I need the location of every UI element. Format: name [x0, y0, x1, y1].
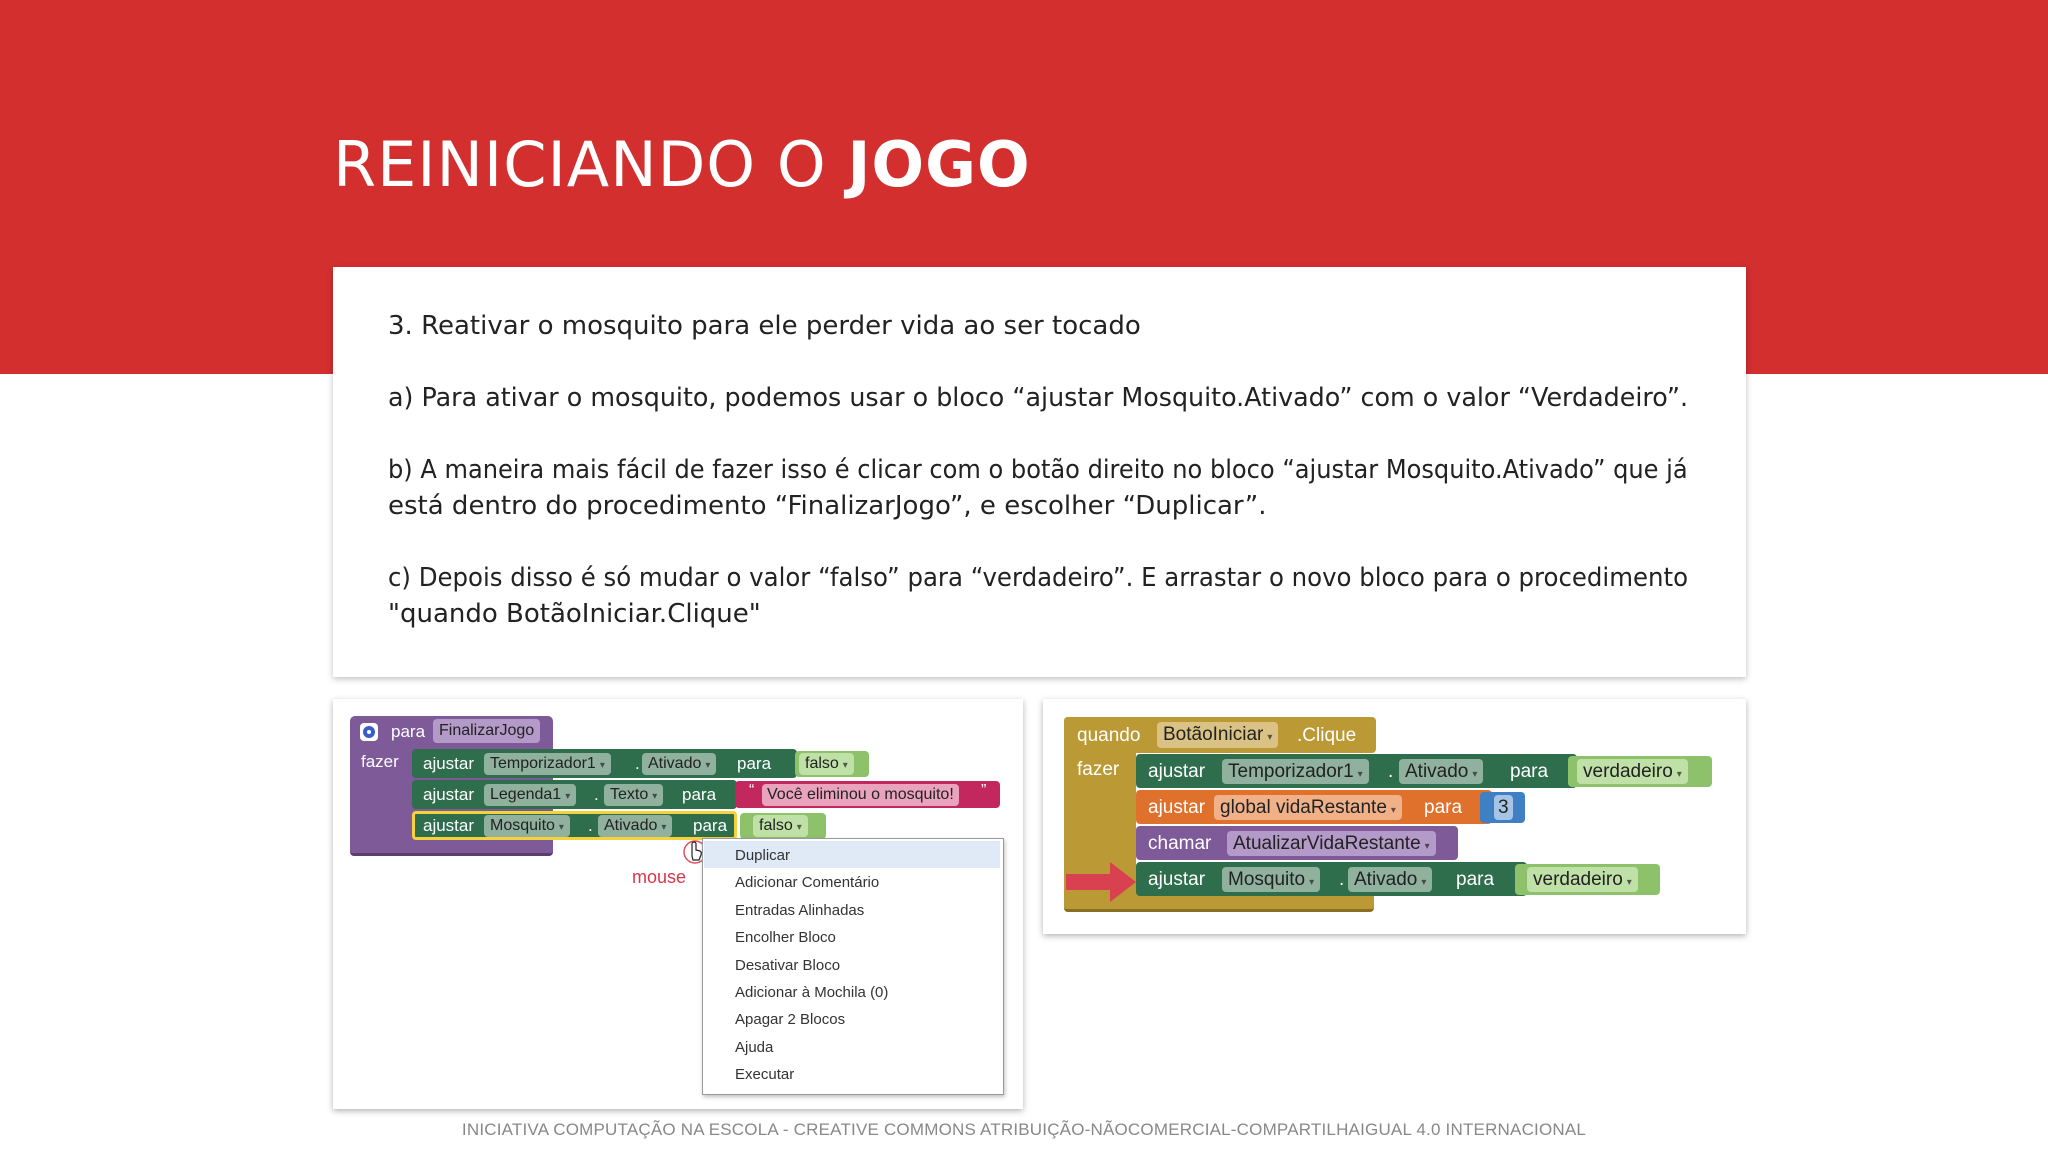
boolean-value: verdadeiro: [1533, 869, 1623, 890]
procedure-dropdown[interactable]: [1227, 831, 1436, 856]
proc-name-field[interactable]: FinalizarJogo: [433, 719, 540, 743]
proc-keyword: para: [391, 722, 426, 741]
mouse-label: mouse: [632, 867, 687, 887]
property-value: Ativado: [648, 755, 702, 772]
call-label: chamar: [1148, 833, 1212, 854]
gear-icon[interactable]: [360, 723, 378, 741]
chevron-down-icon: ▾: [1390, 805, 1396, 816]
proc-do-label: fazer: [361, 752, 399, 771]
chevron-down-icon: ▾: [1309, 877, 1315, 888]
chevron-down-icon: ▾: [565, 791, 571, 802]
menu-item-collapse-block[interactable]: Encolher Bloco: [735, 929, 836, 946]
dot-label: .: [594, 785, 599, 804]
component-dropdown[interactable]: [484, 815, 570, 837]
arrow-right-icon: [1066, 862, 1138, 902]
property-dropdown[interactable]: [598, 815, 672, 837]
instruction-step-3: 3. Reativar o mosquito para ele perder vida ao ser tocado: [388, 311, 1141, 341]
chevron-down-icon: ▾: [661, 822, 667, 833]
to-label: para: [1510, 761, 1549, 782]
boolean-dropdown[interactable]: [1577, 759, 1688, 784]
property-dropdown[interactable]: [604, 784, 663, 806]
menu-item-add-to-backpack[interactable]: Adicionar à Mochila (0): [735, 984, 889, 1001]
quote-close: ”: [981, 782, 987, 799]
to-label: para: [693, 816, 728, 835]
component-value: Temporizador1: [1228, 761, 1354, 782]
component-value: Temporizador1: [490, 755, 596, 772]
dot-label: .: [588, 816, 593, 835]
set-label: ajustar: [1148, 761, 1206, 782]
event-do-label: fazer: [1077, 759, 1120, 780]
boolean-dropdown[interactable]: [753, 815, 808, 837]
text-value-field[interactable]: Você eliminou o mosquito!: [762, 784, 959, 806]
set-label: ajustar: [423, 754, 475, 773]
instruction-b-line1: b) A maneira mais fácil de fazer isso é clicar com o botão direito no bloco “ajustar Mosquito.Ativado” que já: [388, 455, 1688, 485]
boolean-value: falso: [759, 817, 793, 834]
context-menu: [702, 838, 1004, 1095]
number-field[interactable]: 3: [1494, 795, 1513, 820]
menu-item-add-comment[interactable]: Adicionar Comentário: [735, 874, 880, 891]
procedure-value: AtualizarVidaRestante: [1233, 833, 1421, 854]
chevron-down-icon: ▾: [1357, 769, 1363, 780]
component-dropdown[interactable]: [484, 753, 611, 775]
property-value: Ativado: [1354, 869, 1418, 890]
event-component-value: BotãoIniciar: [1163, 724, 1264, 745]
boolean-value: verdadeiro: [1583, 761, 1673, 782]
dot-label: .: [1339, 869, 1345, 890]
event-component-dropdown[interactable]: [1157, 722, 1278, 748]
boolean-dropdown[interactable]: [1527, 867, 1638, 892]
component-dropdown[interactable]: [484, 784, 576, 806]
menu-item-duplicate[interactable]: Duplicar: [735, 847, 791, 864]
menu-item-disable-block[interactable]: Desativar Bloco: [735, 957, 841, 974]
quote-open: “: [749, 782, 755, 799]
property-value: Ativado: [604, 817, 658, 834]
instruction-a: a) Para ativar o mosquito, podemos usar o bloco “ajustar Mosquito.Ativado” com o valor “Verdadeiro”.: [388, 383, 1689, 413]
set-label: ajustar: [1148, 797, 1206, 818]
slide-title: [333, 128, 1031, 201]
chevron-down-icon: ▾: [1472, 769, 1478, 780]
menu-item-execute[interactable]: Executar: [735, 1066, 795, 1083]
property-value: Texto: [610, 786, 649, 803]
chevron-down-icon: ▾: [1267, 732, 1273, 743]
variable-value: global vidaRestante: [1220, 797, 1387, 818]
boolean-value: falso: [805, 755, 839, 772]
to-label: para: [737, 754, 772, 773]
property-dropdown[interactable]: [1348, 867, 1432, 892]
boolean-dropdown[interactable]: [799, 753, 854, 775]
chevron-down-icon: ▾: [796, 822, 802, 833]
instruction-c-line1: c) Depois disso é só mudar o valor “falso” para “verdadeiro”. E arrastar o novo bloco para o procedimento: [388, 563, 1689, 593]
component-value: Mosquito: [1228, 869, 1306, 890]
chevron-down-icon: ▾: [705, 760, 711, 771]
chevron-down-icon: ▾: [1424, 841, 1430, 852]
property-dropdown[interactable]: [1399, 759, 1483, 784]
property-dropdown[interactable]: [642, 753, 716, 775]
to-label: para: [682, 785, 717, 804]
title-bold: JOGO: [847, 128, 1031, 201]
menu-item-inline-inputs[interactable]: Entradas Alinhadas: [735, 902, 865, 919]
chevron-down-icon: ▾: [1421, 877, 1427, 888]
menu-item-help[interactable]: Ajuda: [735, 1039, 774, 1056]
chevron-down-icon: ▾: [1676, 769, 1682, 780]
menu-item-delete-blocks[interactable]: Apagar 2 Blocos: [735, 1011, 846, 1028]
chevron-down-icon: ▾: [842, 760, 848, 771]
event-keyword: quando: [1077, 725, 1141, 746]
property-value: Ativado: [1405, 761, 1469, 782]
chevron-down-icon: ▾: [558, 822, 564, 833]
title-light: REINICIANDO O: [333, 128, 827, 201]
set-label: ajustar: [1148, 869, 1206, 890]
chevron-down-icon: ▾: [599, 760, 605, 771]
event-name: .Clique: [1297, 725, 1357, 746]
dot-label: .: [1388, 761, 1394, 782]
set-label: ajustar: [423, 816, 475, 835]
variable-dropdown[interactable]: [1214, 795, 1402, 820]
footer-license: INICIATIVA COMPUTAÇÃO NA ESCOLA - CREATIVE COMMONS ATRIBUIÇÃO-NÃOCOMERCIAL-COMPARTILHAIGUAL 4.0 INTERNACIONAL: [461, 1120, 1587, 1139]
chevron-down-icon: ▾: [652, 791, 658, 802]
instruction-c-line2: "quando BotãoIniciar.Clique": [388, 599, 761, 629]
component-dropdown[interactable]: [1222, 759, 1369, 784]
to-label: para: [1456, 869, 1495, 890]
component-value: Mosquito: [490, 817, 555, 834]
chevron-down-icon: ▾: [1626, 877, 1632, 888]
dot-label: .: [635, 754, 640, 773]
component-dropdown[interactable]: [1222, 867, 1320, 892]
to-label: para: [1424, 797, 1463, 818]
set-label: ajustar: [423, 785, 475, 804]
component-value: Legenda1: [490, 786, 562, 803]
instruction-b-line2: está dentro do procedimento “FinalizarJogo”, e escolher “Duplicar”.: [388, 491, 1267, 521]
